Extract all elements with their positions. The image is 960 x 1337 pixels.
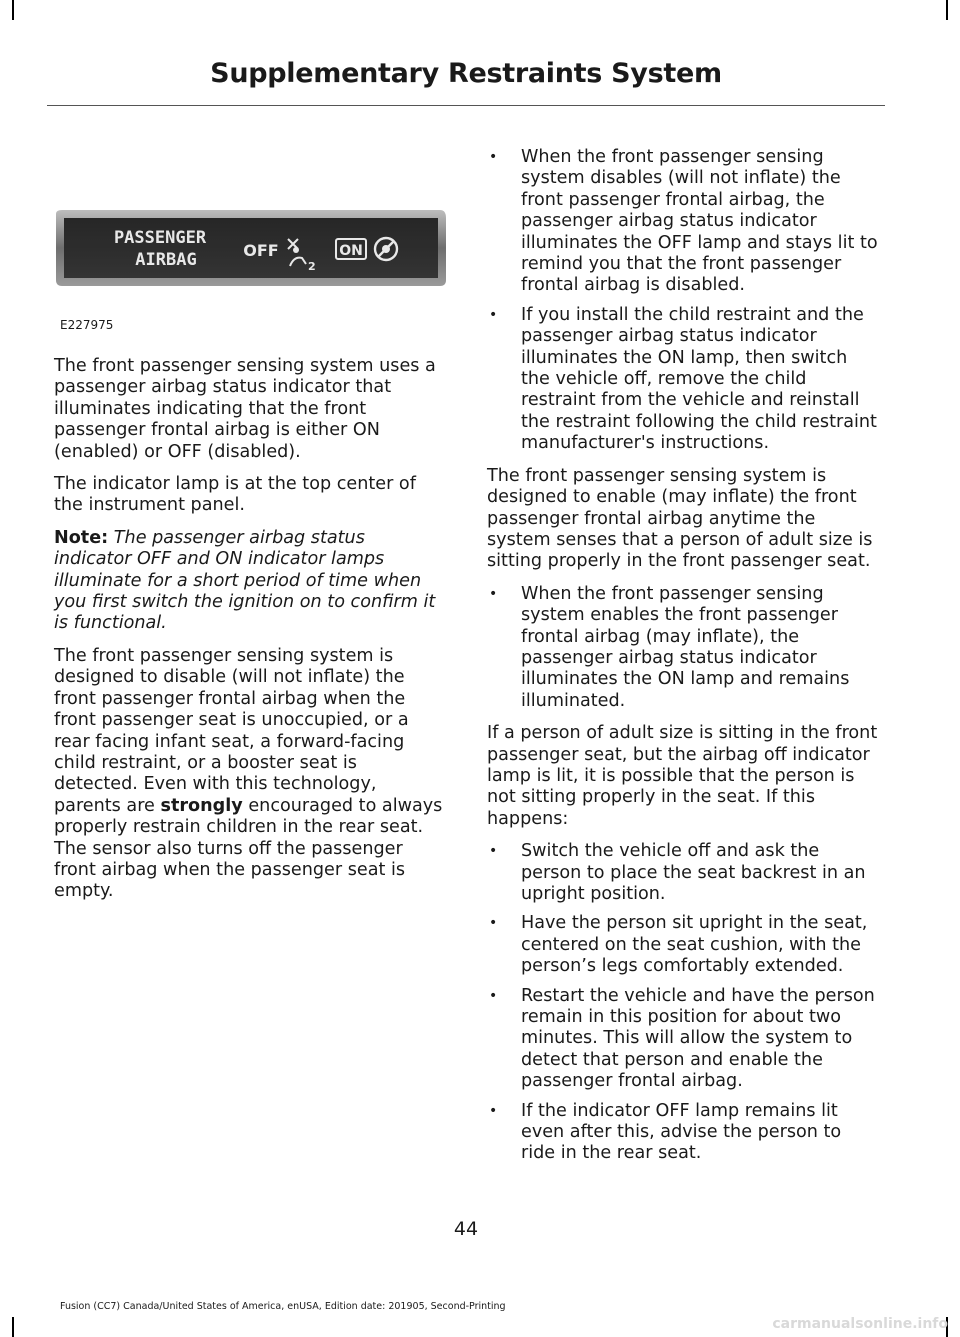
crop-mark-top-left-v [12,0,14,20]
figure-id: E227975 [60,318,114,332]
list-item: • Have the person sit upright in the seat, centered on the seat cushion, with the person’s legs comfortably extended. [487,913,879,977]
panel-label-airbag: AIRBAG [135,250,197,270]
list-item: • If the indicator OFF lamp remains lit even after this, advise the person to ride in the rear seat. [487,1101,879,1165]
page-number: 44 [453,1218,479,1240]
paragraph [54,646,446,903]
seat-icon-number: 2 [308,260,316,273]
list-item: • When the front passenger sensing system disables (will not inflate) the front passenger frontal airbag, the passenger airbag status indicator illuminates the OFF lamp and stays lit to remind you that the front passenger frontal airbag is disabled. [487,147,879,297]
off-lamp-label: OFF [243,241,279,260]
paragraph: The front passenger sensing system is designed to enable (may inflate) the front passenger frontal airbag anytime the system senses that a person of adult size is sitting properly in the front passenger seat. [487,465,873,572]
bullet-list [487,147,879,455]
note-paragraph [54,528,446,635]
text-span: The front passenger sensing system is designed to disable (will not inflate) the front passenger frontal airbag when the front passenger seat is unoccupied, or a rear facing infant seat, a forward-facing child restraint, or a booster seat is detected. Even with this technology, parents are [54,645,409,816]
airbag-status-indicator-figure [54,206,448,290]
note-label: Note: [54,527,109,548]
right-column [487,147,879,1176]
instrument-panel-image [54,206,448,290]
header-divider [47,105,885,106]
bullet-list [487,841,879,1165]
crop-mark-bottom-left-v [12,1317,14,1337]
list-item: • When the front passenger sensing system enables the front passenger frontal airbag (may inflate), the passenger airbag status indicator illuminates the ON lamp and remains illuminated. [487,584,879,712]
left-column [54,356,446,914]
crop-mark-top-right-v [946,0,948,20]
emphasis-text: strongly [160,795,243,816]
list-item: • If you install the child restraint and the passenger airbag status indicator illuminates the ON lamp, then switch the vehicle off, remove the child restraint from the vehicle and reinstall the restraint following the child restraint manufacturer's instructions. [487,305,879,455]
text-span: encouraged to always properly restrain children in the rear seat. The sensor also turns off the passenger front airbag when the passenger seat is empty. [54,795,443,902]
on-lamp-label: ON [339,243,363,259]
page-header-title: Supplementary Restraints System [210,58,722,89]
paragraph: If a person of adult size is sitting in the front passenger seat, but the airbag off indicator lamp is lit, it is possible that the person is not sitting properly in the seat. If this happens: [487,723,878,829]
note-text: The passenger airbag status indicator OFF and ON indicator lamps illuminate for a short period of time when you first switch the ignition on to confirm it is functional. [54,527,436,634]
watermark: carmanualsonline.info [772,1316,948,1332]
list-item: • Switch the vehicle off and ask the person to place the seat backrest in an upright position. [487,841,879,905]
panel-label-passenger: PASSENGER [113,228,207,248]
paragraph: The front passenger sensing system uses a passenger airbag status indicator that illuminates indicating that the front passenger frontal airbag is either ON (enabled) or OFF (disabled). [54,356,436,462]
list-item: • Restart the vehicle and have the person remain in this position for about two minutes. This will allow the system to detect that person and enable the passenger frontal airbag. [487,986,879,1093]
paragraph: The indicator lamp is at the top center of the instrument panel. [54,474,416,516]
bullet-list [487,584,879,712]
footer-edition-text: Fusion (CC7) Canada/United States of America, enUSA, Edition date: 201905, Second-Printing [60,1301,506,1312]
